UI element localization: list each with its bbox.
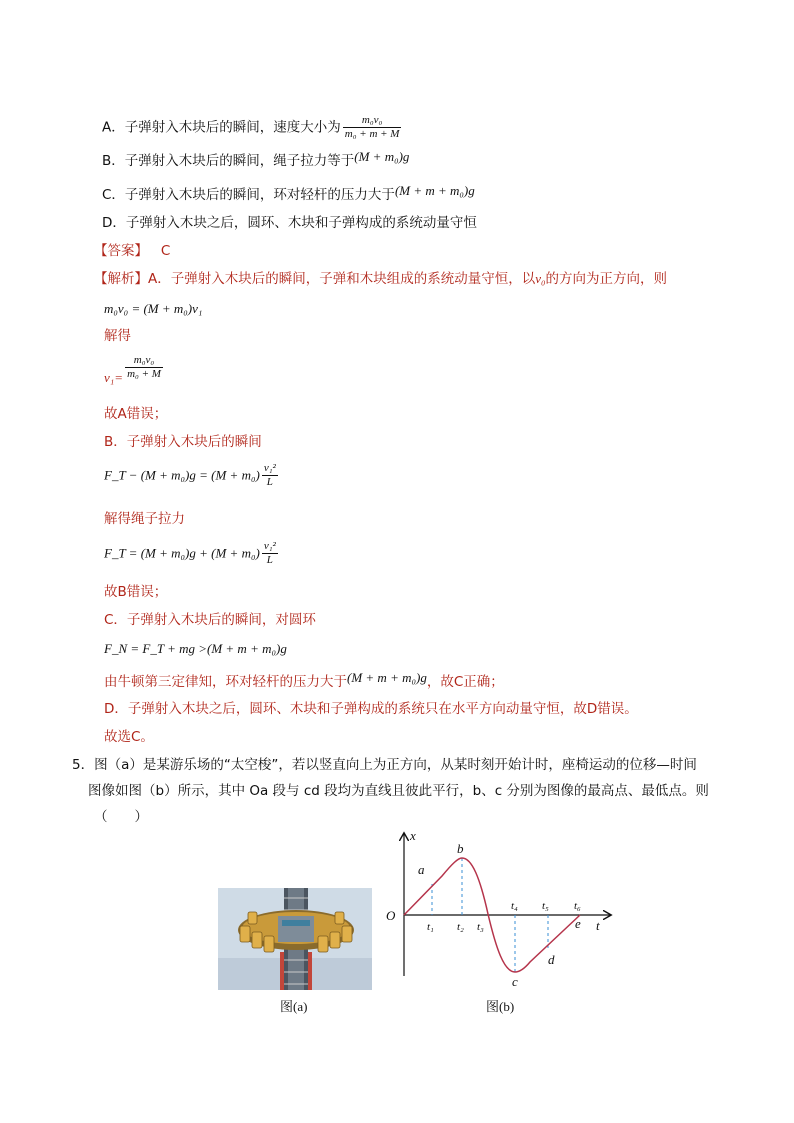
equation-3-fraction [262,540,278,567]
label-origin: O [386,908,396,923]
answer-line [94,242,170,260]
option-b-math: (M + m₀)g [354,149,410,164]
analysis-c-law-text: 由牛顿第三定律知，环对轻杆的压力大于 [104,674,347,690]
v1-label: v₁= [104,369,124,385]
analysis-label: 【解析】 [94,271,148,287]
option-b-text: B．子弹射入木块后的瞬间，绳子拉力等于 [102,153,355,169]
option-a-denominator: m₀ + m + M [344,128,400,140]
analysis-b-solve: 解得绳子拉力 [104,511,185,527]
caption-figure-a: 图(a) [280,999,308,1014]
tick-t2: t₂ [457,921,464,933]
equation-3-denominator: L [266,554,273,566]
equation-2-left: F_T − (M + m₀)g = (M + m₀) [104,467,260,483]
equation-2-numerator: v₁² [263,462,276,474]
analysis-line-1 [94,270,667,288]
option-a-text: A．子弹射入木块后的瞬间，速度大小为 [102,119,341,136]
caption-figure-b: 图(b) [486,999,515,1014]
equation-4: F_N = F_T + mg >(M + m + m₀)g [104,641,287,656]
tick-t1: t₁ [427,921,434,933]
label-t: t [596,918,600,933]
analysis-d: D．子弹射入木块之后，圆环、木块和子弹构成的系统只在水平方向动量守恒，故D错误。 [104,701,638,717]
xt-graph [380,828,620,988]
option-b [102,149,410,170]
equation-v1 [104,354,165,385]
option-c-math: (M + m + m₀)g [394,183,475,198]
analysis-v0: v₀ [535,271,546,286]
analysis-c-law-tail: ，故C正确； [426,674,504,690]
equation-1: m₀v₀ = (M + m₀)v₁ [104,301,203,316]
option-a-numerator: m₀v₀ [343,114,402,128]
equation-3 [104,540,280,567]
option-a-fraction [343,114,402,141]
q5-line-3: （ ） [94,809,148,825]
analysis-a-tail: 的方向为正方向，则 [545,271,668,287]
tick-t5: t₅ [542,900,549,912]
equation-3-left: F_T = (M + m₀)g + (M + m₀) [104,545,260,561]
analysis-b-wrong: 故B错误； [104,584,168,600]
analysis-c-head: C．子弹射入木块后的瞬间，对圆环 [104,612,316,628]
equation-3-numerator: v₁² [263,540,276,552]
equation-2-denominator: L [266,476,273,488]
label-c: c [512,974,518,988]
analysis-a-text: A．子弹射入木块后的瞬间，子弹和木块组成的系统动量守恒，以 [148,271,536,287]
option-c [102,183,475,204]
v1-numerator: m₀v₀ [125,354,163,368]
analysis-b-head: B．子弹射入木块后的瞬间 [104,434,262,450]
label-a: a [418,862,425,877]
tick-t3: t₃ [477,921,484,933]
space-shuttle-ride-photo [218,888,372,990]
ride-illustration [218,888,372,990]
analysis-a-wrong: 故A错误； [104,406,168,422]
tick-t6: t₆ [574,900,581,912]
answer-label: 【答案】 [94,243,148,259]
option-a [102,114,403,141]
option-d [102,214,477,232]
label-b: b [457,841,464,856]
answer-value: C [160,243,171,259]
analysis-conclusion: 故选C。 [104,729,154,745]
option-d-text: D．子弹射入木块之后，圆环、木块和子弹构成的系统动量守恒 [102,215,477,231]
label-d: d [548,952,555,967]
label-x: x [410,828,416,843]
equation-2-fraction [262,462,278,489]
v1-denominator: m₀ + M [127,368,161,380]
v1-fraction [125,354,163,381]
label-e: e [575,916,581,931]
q5-line-1: 5．图（a）是某游乐场的“太空梭”，若以竖直向上为正方向，从某时刻开始计时，座椅运动的位移—时间 [72,757,697,773]
equation-2 [104,462,280,489]
analysis-jiede: 解得 [104,328,131,344]
analysis-c-law [104,670,504,691]
tick-t4: t₄ [511,900,518,912]
analysis-c-law-math: (M + m + m₀)g [347,670,427,685]
option-c-text: C．子弹射入木块后的瞬间，环对轻杆的压力大于 [102,187,395,203]
q5-line-2: 图像如图（b）所示，其中 Oa 段与 cd 段均为直线且彼此平行，b、c 分别为图像的最高点、最低点。则 [88,783,709,799]
